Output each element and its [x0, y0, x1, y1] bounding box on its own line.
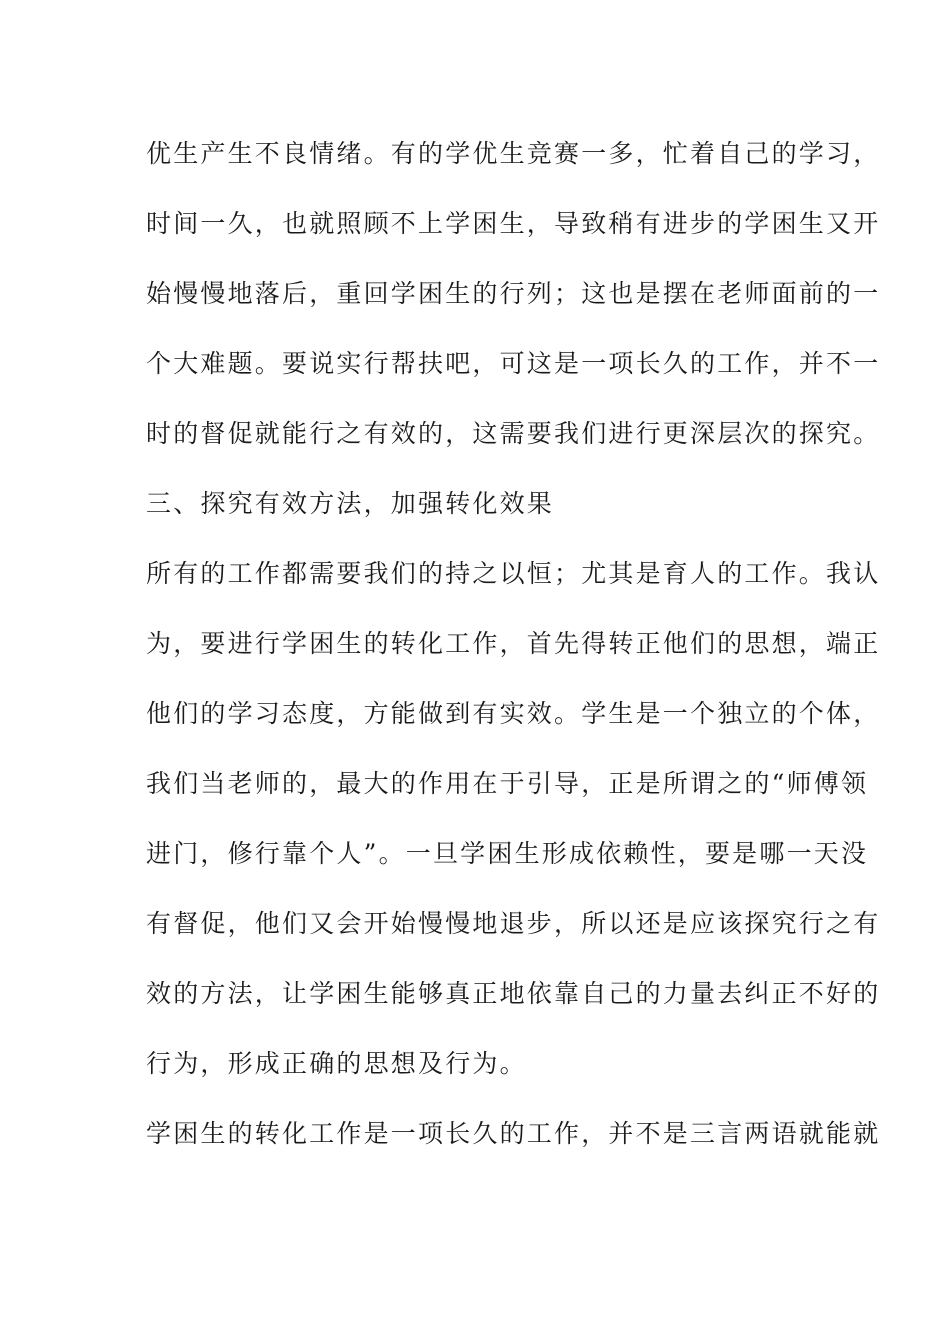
paragraph-line: 我们当老师的，最大的作用在于引导，正是所谓之的“师傅领 — [146, 769, 869, 798]
paragraph-line: 学困生的转化工作是一项长久的工作，并不是三言两语就能就 — [146, 1119, 881, 1148]
paragraph-line: 进门，修行靠个人”。一旦学困生形成依赖性，要是哪一天没 — [146, 839, 869, 868]
paragraph-line: 他们的学习态度，方能做到有实效。学生是一个独立的个体， — [146, 699, 881, 728]
paragraph-line: 行为，形成正确的思想及行为。 — [146, 1049, 527, 1078]
paragraph-line: 为，要进行学困生的转化工作，首先得转正他们的思想，端正 — [146, 629, 881, 658]
paragraph-line: 所有的工作都需要我们的持之以恒；尤其是育人的工作。我认 — [146, 559, 881, 588]
paragraph-line: 优生产生不良情绪。有的学优生竞赛一多，忙着自己的学习， — [146, 139, 881, 168]
paragraph-line: 有督促，他们又会开始慢慢地退步，所以还是应该探究行之有 — [146, 909, 881, 938]
paragraph-line: 个大难题。要说实行帮扶吧，可这是一项长久的工作，并不一 — [146, 349, 881, 378]
section-heading: 三、探究有效方法，加强转化效果 — [146, 489, 555, 518]
paragraph-line: 时的督促就能行之有效的，这需要我们进行更深层次的探究。 — [146, 419, 881, 448]
paragraph-line: 始慢慢地落后，重回学困生的行列；这也是摆在老师面前的一 — [146, 279, 881, 308]
paragraph-line: 效的方法，让学困生能够真正地依靠自己的力量去纠正不好的 — [146, 979, 881, 1008]
paragraph-line: 时间一久，也就照顾不上学困生，导致稍有进步的学困生又开 — [146, 209, 881, 238]
